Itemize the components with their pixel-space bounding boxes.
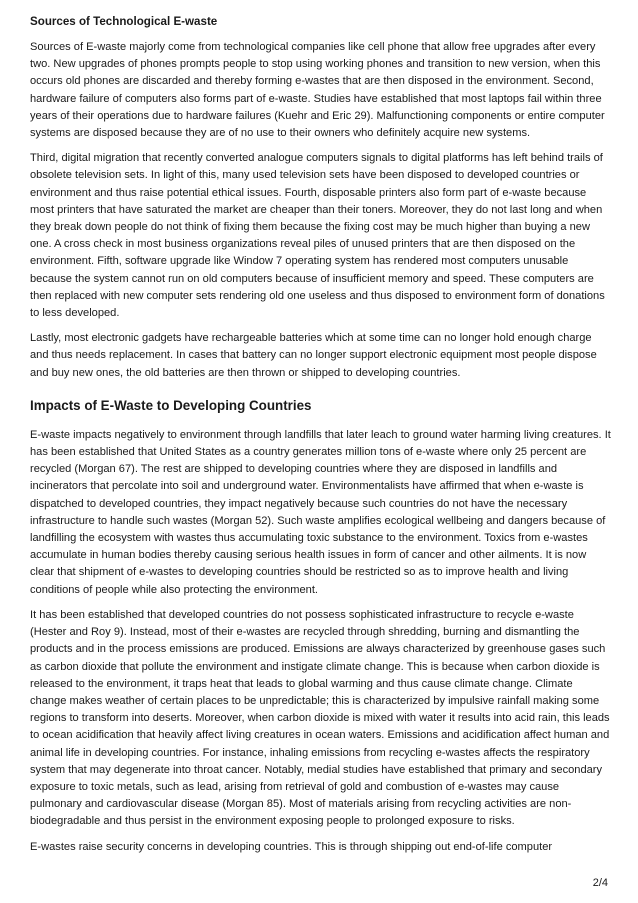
section-heading-impacts: Impacts of E-Waste to Developing Countries <box>30 397 312 413</box>
page-number: 2/4 <box>592 877 608 889</box>
paragraph: Lastly, most electronic gadgets have rechargeable batteries which at some time can no longer hold enough charge and thus needs replacement. In cases that battery can no longer support electronic equipment most people dispose and buy new ones, the old batteries are then thrown or shipped to developing countries. <box>30 332 597 379</box>
paragraph: It has been established that developed countries do not possess sophisticated infrastructure to recycle e-waste (Hester and Roy 9). Instead, most of their e-wastes are recycled through shredding, burning and dismantling the products and in the process emissions are produced. Emissions are always characterized by greenhouse gases such as carbon dioxide that pollute the environment and instigate climate change. This is because when carbon dioxide is released to the environment, it traps heat that leads to global warming and thus cause climate change. Climate change makes weather of certain places to be unpredictable; this is characterized by impulsive rainfall making some regions to transform into deserts. Moreover, when carbon dioxide is mixed with water it results into acid rain, this leads to ocean acidification that heavily affect living creatures in ocean waters. Emissions and acidification affect human and animal life in developing countries. For instance, inhaling emissions from recycling e-wastes affects the respiratory system that may degenerate into throat cancer. Notably, medial studies have established that primary and secondary exposure to toxic metals, such as lead, arising from retrieval of gold and combustion of e-wastes may cause pulmonary and cardiovascular disease (Morgan 85). Most of materials arising from recycling activities are non-biodegradable and thus persist in the environment exposing people to prolonged exposure to risks. <box>30 608 610 828</box>
section-heading-sources: Sources of Technological E-waste <box>30 15 218 28</box>
paragraph: E-waste impacts negatively to environment through landfills that later leach to ground water harming living creatures. It has been established that United States as a country generates million tons of e-waste where only 25 percent are recycled (Morgan 67). The rest are shipped to developing countries where they are disposed in landfills and incinerators that percolate into soil and underground water. Environmentalists have affirmed that when e-waste is dispatched to developed countries, they impact negatively because such countries do not have the necessary infrastructure to handle such wastes (Morgan 52). Such waste amplifies ecological wellbeing and dangers because of landfilling the ecosystem with wastes thus accumulating toxic substance to the environment. Toxics from e-wastes accumulate in human bodies thereby causing serious health issues in form of cancer and other ailments. It is now clear that shipment of e-wastes to developing countries should be restricted so as to improve health and living conditions of people while also protecting the environment. <box>30 428 611 596</box>
document-page <box>30 13 612 864</box>
paragraph: Sources of E-waste majorly come from technological companies like cell phone that allow free upgrades after every two. New upgrades of phones prompts people to stop using working phones and transition to new version, when this occurs old phones are discarded and thereby forming e-wastes that are then disposed in the environment. Second, hardware failure of computers also forms part of e-waste. Studies have established that most laptops fail within three years of their operations due to hardware failures (Kuehr and Eric 29). Malfunctioning components or entire computer systems are disposed because they are of no use to their owners who definitely acquire new systems. <box>30 41 605 140</box>
paragraph: E-wastes raise security concerns in developing countries. This is through shipping out end-of-life computer <box>30 840 553 853</box>
paragraph: Third, digital migration that recently converted analogue computers signals to digital platforms has left behind trails of obsolete television sets. In light of this, many used television sets have been disposed to developed countries or environment and thus raise potential ethical issues. Fourth, disposable printers also form part of e-waste because most printers that have saturated the market are cheaper than their toners. Moreover, they do not last long and when they break down people do not think of fixing them because the fixing cost may be much higher than buying a new one. A cross check in most business organizations reveal piles of unused printers that are then disposed on the environment. Fifth, software upgrade like Window 7 operating system has rendered most computers unusable because the system cannot run on old computers because of insufficient memory and speed. These computers are then replaced with new computer sets rendering old one useless and thus disposed to environment form of donations to less developed. <box>30 152 605 320</box>
